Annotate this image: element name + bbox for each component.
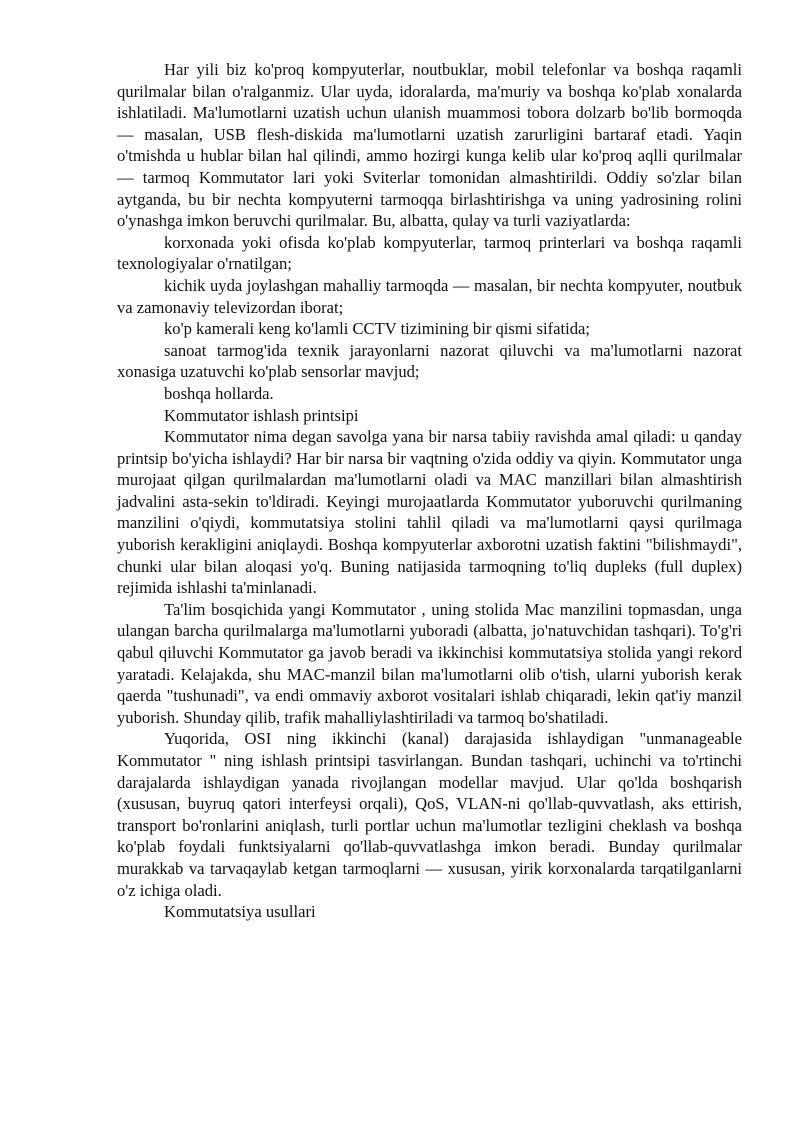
intro-paragraph: Har yili biz ko'proq kompyuterlar, noutbuklar, mobil telefonlar va boshqa raqamli qurilmalar bilan o'ralganmiz. Ular uyda, idoralarda, ma'muriy va boshqa ko'plab xonalarda ishlatiladi. Ma'lumotlarni uzatish uchun ulanish muammosi tobora dolzarb bo'lib bormoqda — masalan, USB flesh-diskida ma'lumotlarni uzatish zarurligini bartaraf etadi. Yaqin o'tmishda u hublar bilan hal qilindi, ammo hozirgi kunga kelib ular ko'proq aqlli qurilmalar — tarmoq Kommutator lari yoki Sviterlar tomonidan almashtirildi. Oddiy so'zlar bilan aytganda, bu bir nechta kompyuterni tarmoqqa birlashtirishga va uning yadrosining rolini o'ynashga imkon beruvchi qurilmalar. Bu, albatta, qulay va turli vaziyatlarda: bbox=[117, 60, 742, 231]
list-item-home-network: kichik uyda joylashgan mahalliy tarmoqda — masalan, bir nechta kompyuter, noutbuk va zamonaviy televizordan iborat; bbox=[117, 275, 742, 317]
list-item-cctv: ko'p kamerali keng ko'lamli CCTV tizimining bir qismi sifatida; bbox=[164, 319, 590, 339]
document-page bbox=[117, 59, 742, 923]
section-heading-methods: Kommutatsiya usullari bbox=[164, 902, 316, 922]
list-item-enterprise: korxonada yoki ofisda ko'plab kompyuterlar, tarmoq printerlari va boshqa raqamli texnologiyalar o'rnatilgan; bbox=[117, 232, 742, 274]
osi-paragraph: Yuqorida, OSI ning ikkinchi (kanal) darajasida ishlaydigan "unmanageable Kommutator " ning ishlash printsipi tasvirlangan. Bundan tashqari, uchinchi va to'rtinchi darajalarda ishlaydigan yanada rivojlangan modellar mavjud. Ular qo'lda boshqarish (xususan, buyruq qatori interfeysi orqali), QoS, VLAN-ni qo'llab-quvvatlash, aks ettirish, transport bo'ronlarini aniqlash, turli portlar uchun ma'lumotlar tezligini cheklash va boshqa ko'plab foydali funktsiyalarni qo'llab-quvvatlashga imkon beradi. Bunday qurilmalar murakkab va tarvaqaylab ketgan tarmoqlarni — xususan, yirik korxonalarda tarqatilganlarni o'z ichiga oladi. bbox=[117, 729, 742, 900]
principle-paragraph: Kommutator nima degan savolga yana bir narsa tabiiy ravishda amal qiladi: u qanday printsip bo'yicha ishlaydi? Har bir narsa bir vaqtning o'zida oddiy va qiyin. Kommutator unga murojaat qilgan qurilmalardan ma'lumotlarni oladi va MAC manzillari bilan almashtirish jadvalini asta-sekin to'ldiradi. Keyingi murojaatlarda Kommutator yuboruvchi qurilmaning manzilini o'qiydi, kommutatsiya stolini tahlil qiladi va ma'lumotlarni qaysi qurilmaga yuborish kerakligini aniqlaydi. Boshqa kompyuterlar axborotni uzatish faktini "bilishmaydi", chunki ular bilan aloqasi yo'q. Buning natijasida tarmoqning to'liq dupleks (full duplex) rejimida ishlashi ta'minlanadi. bbox=[117, 427, 742, 598]
learning-paragraph: Ta'lim bosqichida yangi Kommutator , uning stolida Mac manzilini topmasdan, unga ulangan barcha qurilmalarga ma'lumotlarni yuboradi (albatta, jo'natuvchidan tashqari). To'g'ri qabul qiluvchi Kommutator ga javob beradi va ikkinchisi kommutatsiya stolida yangi rekord yaratadi. Kelajakda, shu MAC-manzil bilan ma'lumotlarni olib o'tish, ularni yuborish kerak qaerda "tushunadi", va endi ommaviy axborot vositalari ishlab chiqaradi, lekin qat'iy manzil yuborish. Shunday qilib, trafik mahalliylashtiriladi va tarmoq bo'shatiladi. bbox=[117, 599, 742, 727]
list-item-industrial: sanoat tarmog'ida texnik jarayonlarni nazorat qiluvchi va ma'lumotlarni nazorat xonasiga uzatuvchi ko'plab sensorlar mavjud; bbox=[117, 340, 742, 382]
list-item-other: boshqa hollarda. bbox=[164, 383, 274, 403]
section-heading-principle: Kommutator ishlash printsipi bbox=[164, 405, 359, 425]
